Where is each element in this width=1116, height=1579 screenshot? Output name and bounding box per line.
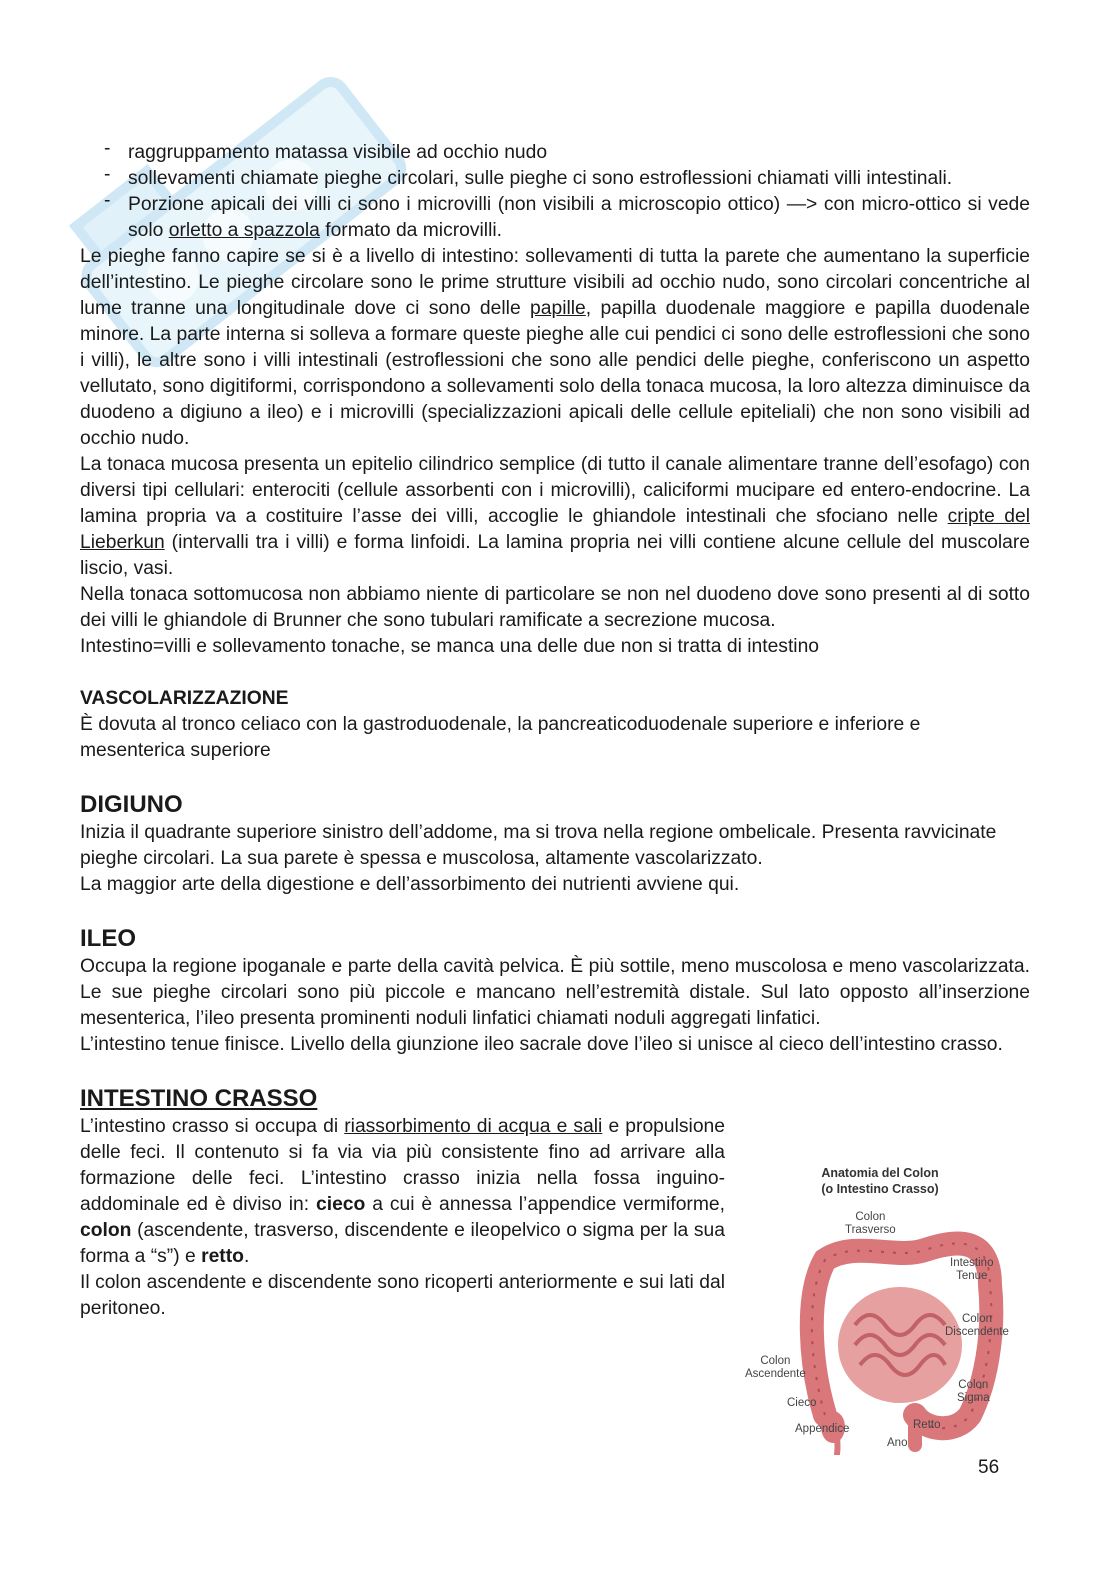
paragraph-digiuno-2: La maggior arte della digestione e dell’assorbimento dei nutrienti avviene qui.: [80, 874, 740, 895]
paragraph-digiuno: Inizia il quadrante superiore sinistro dell’addome, ma si trova nella regione ombelicale. Presenta ravvicinate pieghe circolari. La sua parete è spessa e muscolosa, altamente vascolarizzato.: [80, 822, 997, 869]
label-cieco: Cieco: [787, 1397, 817, 1409]
label-colon-sigma: Colon Sigma: [957, 1379, 990, 1404]
term-riassorbimento: riassorbimento di acqua e sali: [344, 1116, 603, 1137]
term-retto: retto: [201, 1246, 244, 1267]
list-item: - Porzione apicali dei villi ci sono i microvilli (non visibili a microscopio ottico) —> con micro-ottico si vede solo orletto a spazzola formato da microvilli.: [104, 190, 1030, 241]
label-ano: Ano: [887, 1437, 908, 1449]
heading-digiuno: DIGIUNO: [80, 791, 183, 818]
heading-intestino-crasso: INTESTINO CRASSO: [80, 1085, 318, 1112]
term-orletto: orletto a spazzola: [168, 220, 320, 241]
label-appendice: Appendice: [795, 1423, 850, 1435]
label-retto: Retto: [913, 1419, 941, 1431]
paragraph-sottomucosa: Nella tonaca sottomucosa non abbiamo niente di particolare se non nel duodeno dove sono presenti al di sotto dei villi le ghiandole di Brunner che sono tubulari ramificate a secrezione mucosa.: [80, 584, 1030, 631]
heading-vascolarizzazione: VASCOLARIZZAZIONE: [80, 688, 289, 709]
term-cieco: cieco: [316, 1194, 366, 1215]
list-item: - sollevamenti chiamate pieghe circolari, sulle pieghe ci sono estroflessioni chiamati villi intestinali.: [104, 164, 953, 189]
paragraph-intestino: Intestino=villi e sollevamento tonache, se manca una delle due non si tratta di intestino: [80, 636, 820, 657]
paragraph-crasso: L’intestino crasso si occupa di riassorbimento di acqua e sali e propulsione delle feci. Il contenuto si fa via via più consistente fino ad arrivare alla formazione delle feci. L’intestino crasso inizia nella fossa inguino-addominale ed è diviso in: cieco a cui è annessa l’appendice vermiforme, colon (ascendente, trasverso, discendente e ileopelvico o sigma per la sua forma a “s”) e retto.: [80, 1116, 725, 1267]
label-intestino-tenue: Intestino Tenue: [950, 1257, 994, 1282]
term-colon: colon: [80, 1220, 132, 1241]
term-papille: papille: [530, 298, 586, 319]
colon-anatomy-figure: [745, 1165, 1015, 1455]
bullet-list: [80, 140, 1030, 244]
label-colon-ascendente: Colon Ascendente: [745, 1355, 806, 1380]
label-colon-trasverso: Colon Trasverso: [845, 1211, 896, 1236]
label-colon-discendente: Colon Discendente: [945, 1313, 1009, 1338]
list-item: - raggruppamento matassa visibile ad occhio nudo: [104, 138, 548, 163]
paragraph-ileo: Occupa la regione ipoganale e parte della cavità pelvica. È più sottile, meno muscolosa e meno vascolarizzata. Le sue pieghe circolari sono più piccole e mancano nell’estremità distale. Sul lato opposto all’inserzione mesenterica, l’ileo presenta prominenti noduli linfatici chiamati noduli aggregati linfatici.: [80, 956, 1030, 1029]
document-body: [80, 140, 1030, 1322]
paragraph-crasso-2: Il colon ascendente e discendente sono ricoperti anteriormente e sui lati dal peritoneo.: [80, 1272, 725, 1319]
figure-title: Anatomia del Colon (o Intestino Crasso): [821, 1166, 939, 1196]
crasso-text-block: [80, 1114, 725, 1322]
term-cripte: cripte del Lieberkun: [80, 506, 1030, 553]
paragraph-pieghe: Le pieghe fanno capire se si è a livello di intestino: sollevamenti di tutta la parete che aumentano la superficie dell’intestino. Le pieghe circolare sono le prime strutture visibili ad occhio nudo, sono circolari concentriche al lume tranne una longitudinale dove ci sono delle papille, papilla duodenale maggiore e papilla duodenale minore. La parte interna si solleva a formare queste pieghe alle cui pendici ci sono delle estroflessioni che sono i villi), le altre sono i villi intestinali (estroflessioni che sono alle pendici delle pieghe, conferiscono un aspetto vellutato, sono digitiformi, corrispondono a sollevamenti solo della tonaca mucosa, la loro altezza diminuisce da duodeno a digiuno a ileo) e i microvilli (specializzazioni apicali delle cellule epiteliali) che non sono visibili ad occhio nudo.: [80, 246, 1030, 449]
paragraph-mucosa: La tonaca mucosa presenta un epitelio cilindrico semplice (di tutto il canale alimentare tranne dell’esofago) con diversi tipi cellulari: enterociti (cellule assorbenti con i microvilli), caliciformi mucipare ed entero-endocrine. La lamina propria va a costituire l’asse dei villi, accoglie le ghiandole intestinali che sfociano nelle cripte del Lieberkun (intervalli tra i villi) e forma linfoidi. La lamina propria nei villi contiene alcune cellule del muscolare liscio, vasi.: [80, 454, 1030, 579]
page-number: 56: [978, 1457, 1000, 1478]
paragraph-ileo-2: L’intestino tenue finisce. Livello della giunzione ileo sacrale dove l’ileo si unisce al cieco dell’intestino crasso.: [80, 1034, 1003, 1055]
heading-ileo: ILEO: [80, 925, 137, 952]
paragraph-vascolarizzazione: È dovuta al tronco celiaco con la gastroduodenale, la pancreaticoduodenale superiore e inferiore e mesenterica superiore: [80, 714, 921, 761]
